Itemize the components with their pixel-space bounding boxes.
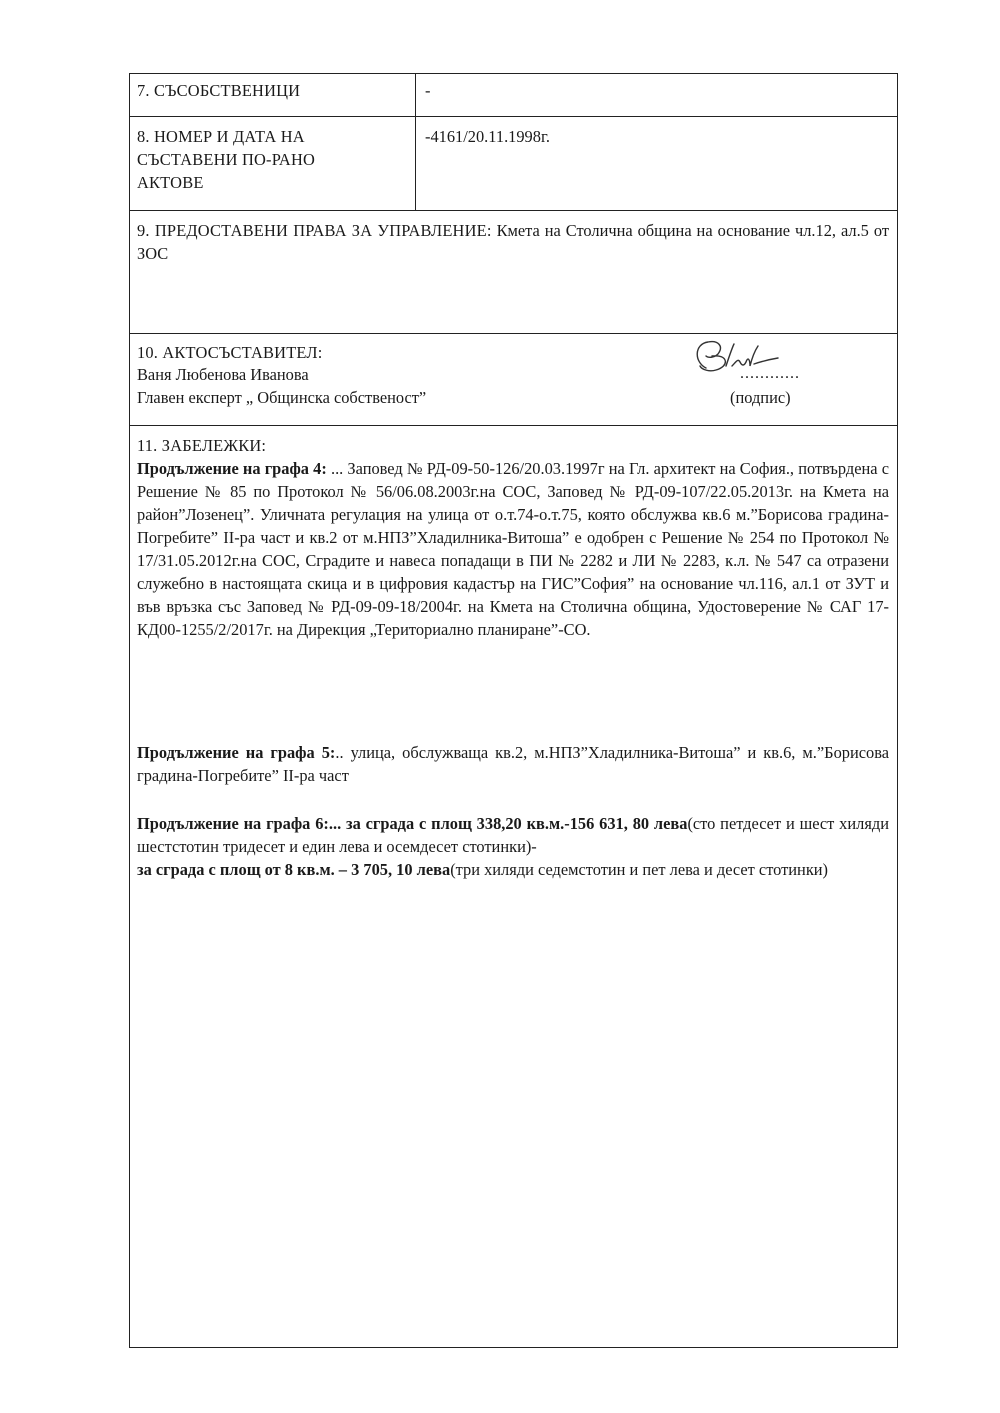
table-top-border (129, 73, 898, 74)
row-9-bottom-border (129, 333, 898, 334)
row-7-value: - (425, 81, 431, 100)
row-9-label: 9. ПРЕДОСТАВЕНИ ПРАВА ЗА УПРАВЛЕНИЕ: (137, 221, 492, 240)
note-6b-heading: за сграда с площ от 8 кв.м. – 3 705, 10 лева (137, 860, 451, 879)
note-6-body: (сто петдесет и шест хиляди шестстотин тридесет и един лева и осемдесет стотинки)- (137, 814, 889, 856)
signature-dots: ............ (740, 365, 800, 382)
row-10-bottom-border (129, 425, 898, 426)
row-7-label: 7. СЪСОБСТВЕНИЦИ (137, 81, 301, 100)
note-5-body: .. улица, обслужваща кв.2, м.НПЗ”Хладилника-Витоша” и кв.6, м.”Борисова градина-Погребите” II-ра част (137, 743, 889, 785)
table-right-border (897, 73, 898, 1348)
note-4-heading: Продължение на графа 4: (137, 459, 327, 478)
note-paragraph-4 (137, 457, 889, 641)
row-8-label-line-1: 8. НОМЕР И ДАТА НА (137, 127, 305, 146)
column-divider (415, 73, 416, 211)
table-bottom-border (129, 1347, 898, 1348)
row-8-label-line-2: СЪСТАВЕНИ ПО-РАНО (137, 150, 316, 169)
note-paragraph-6b (137, 858, 889, 881)
note-paragraph-5 (137, 741, 889, 787)
row-7-bottom-border (129, 116, 898, 117)
row-8-value: -4161/20.11.1998г. (425, 127, 550, 146)
note-5-heading: Продължение на графа 5: (137, 743, 336, 762)
signature-caption: (подпис) (730, 388, 791, 407)
table-left-border (129, 73, 130, 1348)
row-9-text (137, 219, 889, 265)
row-10-position: Главен експерт „ Общинска собственост” (137, 388, 427, 407)
note-6b-body: (три хиляди седемстотин и пет лева и десет стотинки) (450, 860, 829, 879)
note-4-body: ... Заповед № РД-09-50-126/20.03.1997г на Гл. архитект на София., потвърдена с Решение № 85 по Протокол № 56/06.08.2003г.на СОС, Заповед № РД-09-107/22.05.2013г. на Кмета на район”Лозенец”. Уличната регулация на улица от о.т.74-о.т.75, която обслужва кв.6 м.”Борисова градина-Погребите” II-ра част и кв.2 от м.НПЗ”Хладилника-Витоша” е одобрен с Решение № 254 по Протокол № 17/31.05.2012г.на СОС, Сградите и навеса попадащи в ПИ № 2282 и ЛИ № 2283, к.л. № 547 са отразени служебно в настоящата скица и в цифровия кадастър на ГИС”София” на основание чл.116, ал.1 от ЗУТ и във връзка със Заповед № РД-09-09-18/2004г. на Кмета на Столична община, Удостоверение № САГ 17-КД00-1255/2/2017г. на Дирекция „Териториално планиране”-СО. (137, 459, 889, 639)
row-8-label-line-3: АКТОВЕ (137, 173, 204, 192)
row-8-bottom-border (129, 210, 898, 211)
row-10-name: Ваня Любенова Иванова (137, 365, 309, 384)
note-paragraph-6 (137, 812, 889, 858)
row-9-body: Кмета на Столична община на основание чл.12, ал.5 от ЗОС (137, 221, 889, 263)
row-11-label: 11. ЗАБЕЛЕЖКИ: (137, 436, 267, 455)
note-6-heading: Продължение на графа 6:... за сграда с площ 338,20 кв.м.-156 631, 80 лева (137, 814, 688, 833)
row-10-label: 10. АКТОСЪСТАВИТЕЛ: (137, 343, 323, 362)
